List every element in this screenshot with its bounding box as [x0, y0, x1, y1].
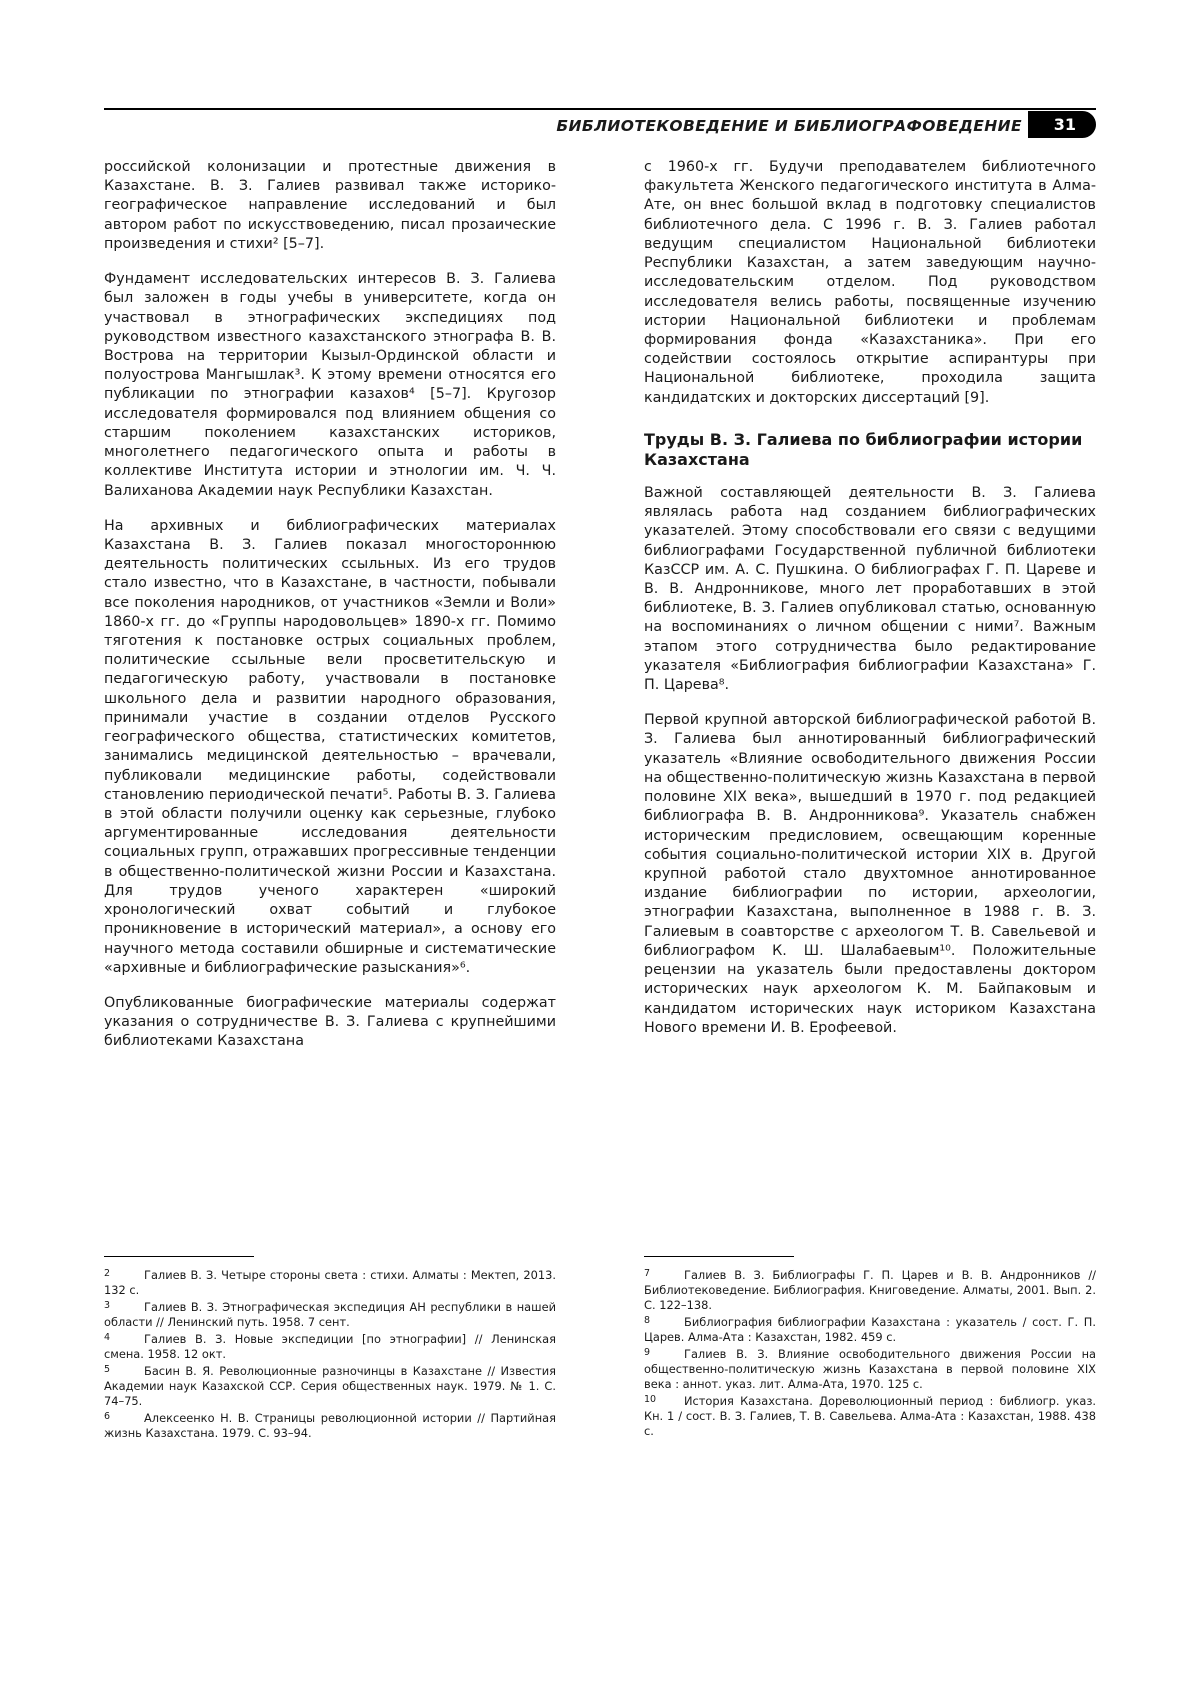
- footnote-number: 2: [104, 1268, 111, 1279]
- footnote-number: 6: [104, 1411, 111, 1423]
- footnote-text: Галиев В. З. Влияние освободительного движения России на общественно-политическую жизнь Казахстана в первой половине XIX века : аннот. указ. лит. Алма-Ата, 1970. 125 с.: [644, 1347, 1096, 1392]
- footnotes-left: [104, 1268, 556, 1444]
- footnote-item: [644, 1347, 1096, 1392]
- footnote-text: Библиография библиографии Казахстана : указатель / сост. Г. П. Царев. Алма-Ата : Казахстан, 1982. 459 с.: [644, 1315, 1096, 1345]
- right-text-column: [644, 158, 1096, 1054]
- section-heading: Труды В. З. Галиева по библиографии истории Казахстана: [644, 429, 1083, 469]
- paragraph: На архивных и библиографических материалах Казахстана В. З. Галиев показал многостороннюю деятельность политических ссыльных. Из его трудов стало известно, что в Казахстане, в частности, побывали все поколения народников, от участников «Земли и Воли» 1860-х гг. до «Группы народовольцев» 1890-х гг. Помимо тяготения к постановке острых социальных проблем, политические ссыльные вели просветительскую и педагогическую работу, участвовали в постановке школьного дела и развитии народного образования, принимали участие в создании отделов Русского географического общества, статистических комитетов, занимались медицинской деятельностью – врачевали, публиковали медицинские работы, содействовали становлению периодической печати⁵. Работы В. З. Галиева в этой области получили оценку как серьезные, глубоко аргументированные исследования деятельности социальных групп, отражавших прогрессивные тенденции в общественно-политической жизни России и Казахстана. Для трудов ученого характерен «широкий хронологический охват событий и глубокое проникновение в исторический материал», а основу его научного метода составили обширные и систематические «архивные и библиографические разыскания»⁶.: [104, 517, 556, 976]
- footnote-number: 7: [644, 1268, 651, 1279]
- footnote-item: [644, 1268, 1096, 1313]
- paragraph: Фундамент исследовательских интересов В. З. Галиева был заложен в годы учебы в университете, когда он участвовал в этнографических экспедициях под руководством известного казахстанского этнографа В. В. Вострова на территории Кызыл-Ординской области и полуострова Мангышлак³. К этому времени относятся его публикации по этнографии казахов⁴ [5–7]. Кругозор исследователя формировался под влиянием общения со старшим поколением казахстанских историков, многолетнего педагогического опыта и работы в коллективе Института истории и этнологии им. Ч. Ч. Валиханова Академии наук Республики Казахстан.: [104, 271, 556, 499]
- page-header: [104, 108, 1096, 142]
- footnote-number: 8: [644, 1315, 651, 1327]
- footnote-item: [104, 1411, 556, 1441]
- footnote-number: 4: [104, 1332, 111, 1344]
- footnote-number: 10: [644, 1394, 657, 1406]
- footnote-item: [104, 1332, 556, 1362]
- footnote-item: [104, 1268, 556, 1298]
- footnote-number: 3: [104, 1300, 111, 1312]
- footnote-text: Галиев В. З. Библиографы Г. П. Царев и В. В. Андронников // Библиотековедение. Библиография. Книговедение. Алматы, 2001. Вып. 2. С. 122–138.: [644, 1268, 1096, 1313]
- footnote-item: [644, 1315, 1096, 1345]
- footnote-item: [104, 1300, 556, 1330]
- footnote-text: Галиев В. З. Этнографическая экспедиция АН республики в нашей области // Ленинский путь. 1958. 7 сент.: [104, 1300, 556, 1330]
- footnote-separator-rule: [644, 1256, 794, 1257]
- paragraph: Первой крупной авторской библиографической работой В. З. Галиева был аннотированный библиографический указатель «Влияние освободительного движения России на общественно-политическую жизнь Казахстана в первой половине XIX века», вышедший в 1970 г. под редакцией библиографа В. В. Андронникова⁹. Указатель снабжен историческим предисловием, освещающим коренные события социально-политической истории XIX в. Другой крупной работой стало двухтомное аннотированное издание библиографии по истории, археологии, этнографии Казахстана, выполненное в 1988 г. В. З. Галиевым в соавторстве с археологом Т. В. Савельевой и библиографом К. Ш. Шалабаевым¹⁰. Положительные рецензии на указатель были предоставлены доктором исторических наук археологом К. М. Байпаковым и кандидатом исторических наук историком Казахстана Нового времени И. В. Ерофеевой.: [644, 712, 1096, 1036]
- footnote-number: 9: [644, 1347, 651, 1359]
- page-number: 31: [1053, 115, 1076, 134]
- footnote-text: Галиев В. З. Новые экспедиции [по этнографии] // Ленинская смена. 1958. 12 окт.: [104, 1332, 556, 1362]
- paragraph: Опубликованные биографические материалы содержат указания о сотрудничестве В. З. Галиева с крупнейшими библиотеками Казахстана: [104, 994, 556, 1050]
- left-text-column: [104, 158, 556, 1068]
- paragraph: российской колонизации и протестные движения в Казахстане. В. З. Галиев развивал также историко-географическое направление исследований и был автором работ по искусствоведению, писал прозаические произведения и стихи² [5–7].: [104, 159, 556, 252]
- footnote-text: Басин В. Я. Революционные разночинцы в Казахстане // Известия Академии наук Казахской ССР. Серия общественных наук. 1979. № 1. С. 74–75.: [104, 1364, 556, 1409]
- footnote-text: История Казахстана. Дореволюционный период : библиогр. указ. Кн. 1 / сост. В. З. Галиев, Т. В. Савельева. Алма-Ата : Казахстан, 1988. 438 с.: [644, 1394, 1096, 1439]
- footnote-text: Галиев В. З. Четыре стороны света : стихи. Алматы : Мектеп, 2013. 132 с.: [104, 1268, 556, 1298]
- paragraph: с 1960-х гг. Будучи преподавателем библиотечного факультета Женского педагогического института в Алма-Ате, он внес большой вклад в подготовку специалистов библиотечного дела. С 1996 г. В. З. Галиев работал ведущим специалистом Национальной библиотеки Республики Казахстан, а затем заведующим научно-исследовательским отделом. Под руководством исследователя велись работы, посвященные изучению истории Национальной библиотеки и проблемам формирования фонда «Казахстаника». При его содействии состоялось открытие аспирантуры при Национальной библиотеке, проходила защита кандидатских и докторских диссертаций [9].: [644, 159, 1096, 406]
- footnote-text: Алексеенко Н. В. Страницы революционной истории // Партийная жизнь Казахстана. 1979. С. 93–94.: [104, 1411, 556, 1441]
- footnote-number: 5: [104, 1364, 111, 1376]
- footnotes-right: [644, 1268, 1096, 1442]
- paragraph: Важной составляющей деятельности В. З. Галиева являлась работа над созданием библиографических указателей. Этому способствовали его связи с ведущими библиографами Государственной публичной библиотеки КазССР им. А. С. Пушкина. О библиографах Г. П. Цареве и В. В. Андронникове, много лет проработавших в этой библиотеке, В. З. Галиев опубликовал статью, основанную на воспоминаниях о личном общении с ними⁷. Важным этапом этого сотрудничества было редактирование указателя «Библиография библиографии Казахстана» Г. П. Царева⁸.: [644, 484, 1096, 694]
- footnote-separator-rule: [104, 1256, 254, 1257]
- running-head-title: БИБЛИОТЕКОВЕДЕНИЕ И БИБЛИОГРАФОВЕДЕНИЕ: [556, 117, 1022, 135]
- footnote-item: [104, 1364, 556, 1409]
- footnote-item: [644, 1394, 1096, 1439]
